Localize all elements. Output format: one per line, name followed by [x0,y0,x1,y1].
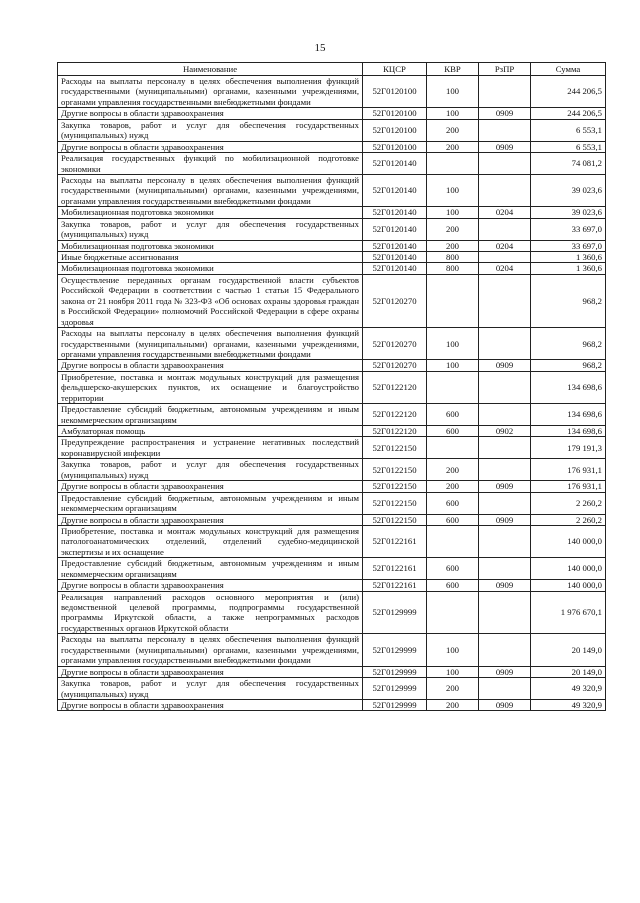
table-row [58,514,606,525]
cell-rzpr: 0909 [479,666,531,677]
cell-kvr [427,525,479,557]
cell-kcsr: 52Г0129999 [363,591,427,634]
cell-sum: 140 000,0 [531,525,606,557]
cell-rzpr [479,437,531,459]
table-row [58,426,606,437]
cell-sum: 176 931,1 [531,459,606,481]
table-row [58,240,606,251]
cell-kvr: 100 [427,76,479,108]
cell-sum: 39 023,6 [531,174,606,206]
cell-name: Другие вопросы в области здравоохранения [58,108,363,119]
cell-name: Реализация направлений расходов основного мероприятия и (или) ведомственной целевой программы, подпрограммы государственной программы Иркутской области, а также непрограммных расходов государственных органов Иркутской области [58,591,363,634]
cell-kcsr: 52Г0120270 [363,328,427,360]
cell-sum: 2 260,2 [531,514,606,525]
cell-sum: 20 149,0 [531,634,606,666]
cell-sum: 1 360,6 [531,252,606,263]
cell-kcsr: 52Г0120140 [363,174,427,206]
header-kvr: КВР [427,63,479,76]
cell-name: Мобилизационная подготовка экономики [58,263,363,274]
cell-kcsr: 52Г0122150 [363,492,427,514]
cell-sum: 74 081,2 [531,153,606,175]
cell-sum: 33 697,0 [531,218,606,240]
cell-sum: 2 260,2 [531,492,606,514]
table-row [58,591,606,634]
cell-rzpr [479,252,531,263]
cell-sum: 179 191,3 [531,437,606,459]
cell-rzpr: 0909 [479,481,531,492]
table-row [58,558,606,580]
cell-kcsr: 52Г0122150 [363,437,427,459]
cell-kcsr: 52Г0122120 [363,426,427,437]
cell-kvr: 200 [427,459,479,481]
cell-rzpr: 0204 [479,207,531,218]
cell-rzpr [479,678,531,700]
cell-sum: 1 976 670,1 [531,591,606,634]
cell-name: Другие вопросы в области здравоохранения [58,360,363,371]
cell-kcsr: 52Г0120140 [363,263,427,274]
cell-kvr: 100 [427,328,479,360]
cell-kcsr: 52Г0122120 [363,404,427,426]
cell-rzpr: 0909 [479,699,531,710]
cell-kvr: 600 [427,514,479,525]
cell-kcsr: 52Г0122150 [363,481,427,492]
cell-name: Амбулаторная помощь [58,426,363,437]
cell-rzpr: 0204 [479,263,531,274]
cell-kcsr: 52Г0122150 [363,459,427,481]
cell-kvr: 100 [427,634,479,666]
cell-kvr [427,437,479,459]
cell-name: Расходы на выплаты персоналу в целях обеспечения выполнения функций государственными (муниципальными) органами, казенными учреждениями, органами управления государственными внебюджетными фондами [58,634,363,666]
table-row [58,678,606,700]
cell-rzpr [479,119,531,141]
cell-kvr: 600 [427,580,479,591]
cell-kvr: 200 [427,240,479,251]
cell-kvr [427,371,479,403]
table-row [58,481,606,492]
cell-name: Осуществление переданных органам государственной власти субъектов Российской Федерации в соответствии с частью 1 статьи 15 Федерального закона от 21 ноября 2011 года № 323-ФЗ «Об основах охраны здоровья граждан в Российской Федерации» полномочий Российской Федерации в сфере охраны здоровья [58,274,363,327]
cell-sum: 39 023,6 [531,207,606,218]
cell-rzpr [479,525,531,557]
cell-sum: 968,2 [531,274,606,327]
cell-sum: 6 553,1 [531,141,606,152]
table-row [58,218,606,240]
cell-kcsr: 52Г0120140 [363,207,427,218]
cell-name: Закупка товаров, работ и услуг для обеспечения государственных (муниципальных) нужд [58,218,363,240]
table-row [58,459,606,481]
cell-kvr: 200 [427,218,479,240]
cell-kcsr: 52Г0122161 [363,580,427,591]
cell-rzpr [479,174,531,206]
table-row [58,119,606,141]
cell-name: Реализация государственных функций по мобилизационной подготовке экономики [58,153,363,175]
table-row [58,492,606,514]
budget-table [57,62,606,711]
cell-kcsr: 52Г0120100 [363,76,427,108]
cell-rzpr: 0204 [479,240,531,251]
table-row [58,252,606,263]
cell-kcsr: 52Г0129999 [363,699,427,710]
cell-kvr [427,153,479,175]
cell-sum: 134 698,6 [531,426,606,437]
header-sum: Сумма [531,63,606,76]
cell-kcsr: 52Г0120270 [363,274,427,327]
cell-sum: 33 697,0 [531,240,606,251]
cell-sum: 134 698,6 [531,371,606,403]
cell-name: Предоставление субсидий бюджетным, автономным учреждениям и иным некоммерческим организациям [58,558,363,580]
cell-name: Иные бюджетные ассигнования [58,252,363,263]
cell-kcsr: 52Г0120100 [363,141,427,152]
cell-sum: 140 000,0 [531,558,606,580]
table-row [58,634,606,666]
cell-sum: 176 931,1 [531,481,606,492]
cell-name: Предупреждение распространения и устранение негативных последствий коронавирусной инфекции [58,437,363,459]
cell-kvr: 200 [427,481,479,492]
cell-sum: 140 000,0 [531,580,606,591]
cell-rzpr: 0909 [479,108,531,119]
cell-kvr: 200 [427,119,479,141]
cell-rzpr [479,492,531,514]
table-row [58,207,606,218]
cell-rzpr [479,404,531,426]
cell-name: Расходы на выплаты персоналу в целях обеспечения выполнения функций государственными (муниципальными) органами, казенными учреждениями, органами управления государственными внебюджетными фондами [58,174,363,206]
cell-kvr: 100 [427,174,479,206]
cell-name: Предоставление субсидий бюджетным, автономным учреждениям и иным некоммерческим организациям [58,492,363,514]
table-row [58,580,606,591]
cell-name: Закупка товаров, работ и услуг для обеспечения государственных (муниципальных) нужд [58,678,363,700]
cell-rzpr [479,274,531,327]
cell-rzpr: 0909 [479,360,531,371]
header-kcsr: КЦСР [363,63,427,76]
cell-name: Предоставление субсидий бюджетным, автономным учреждениям и иным некоммерческим организациям [58,404,363,426]
cell-kcsr: 52Г0122161 [363,558,427,580]
cell-rzpr [479,591,531,634]
cell-kvr: 600 [427,492,479,514]
cell-kvr [427,274,479,327]
table-row [58,153,606,175]
cell-kvr: 100 [427,207,479,218]
cell-rzpr: 0909 [479,141,531,152]
table-row [58,666,606,677]
table-row [58,274,606,327]
cell-kcsr: 52Г0129999 [363,634,427,666]
cell-rzpr [479,76,531,108]
cell-sum: 244 206,5 [531,76,606,108]
cell-rzpr [479,153,531,175]
cell-name: Приобретение, поставка и монтаж модульных конструкций для размещения патологоанатомических отделений, отделений судебно-медицинской экспертизы и их оснащение [58,525,363,557]
cell-kcsr: 52Г0122161 [363,525,427,557]
cell-kcsr: 52Г0120140 [363,240,427,251]
table-row [58,108,606,119]
cell-name: Другие вопросы в области здравоохранения [58,699,363,710]
cell-kvr: 100 [427,108,479,119]
cell-name: Другие вопросы в области здравоохранения [58,481,363,492]
cell-kcsr: 52Г0129999 [363,678,427,700]
cell-name: Другие вопросы в области здравоохранения [58,141,363,152]
cell-kcsr: 52Г0120100 [363,119,427,141]
cell-sum: 49 320,9 [531,699,606,710]
table-row [58,141,606,152]
cell-kvr: 600 [427,558,479,580]
cell-rzpr [479,218,531,240]
cell-name: Закупка товаров, работ и услуг для обеспечения государственных (муниципальных) нужд [58,119,363,141]
table-body [58,76,606,711]
table-row [58,404,606,426]
cell-name: Другие вопросы в области здравоохранения [58,580,363,591]
table-row [58,263,606,274]
cell-kcsr: 52Г0120140 [363,252,427,263]
cell-sum: 20 149,0 [531,666,606,677]
cell-kvr: 800 [427,263,479,274]
cell-rzpr: 0902 [479,426,531,437]
cell-name: Мобилизационная подготовка экономики [58,207,363,218]
cell-kcsr: 52Г0120270 [363,360,427,371]
cell-kcsr: 52Г0120100 [363,108,427,119]
cell-kvr: 100 [427,360,479,371]
cell-kvr: 200 [427,699,479,710]
cell-rzpr [479,558,531,580]
cell-sum: 968,2 [531,360,606,371]
table-row [58,328,606,360]
cell-rzpr: 0909 [479,580,531,591]
cell-sum: 244 206,5 [531,108,606,119]
cell-kcsr: 52Г0129999 [363,666,427,677]
table-row [58,360,606,371]
cell-rzpr: 0909 [479,514,531,525]
table-row [58,699,606,710]
cell-kvr: 600 [427,426,479,437]
cell-kvr: 800 [427,252,479,263]
header-rzpr: РзПР [479,63,531,76]
cell-kvr [427,591,479,634]
cell-rzpr [479,371,531,403]
table-row [58,371,606,403]
table-row [58,174,606,206]
cell-sum: 134 698,6 [531,404,606,426]
table-row [58,525,606,557]
page-number: 15 [314,42,326,54]
cell-kcsr: 52Г0120140 [363,218,427,240]
cell-name: Мобилизационная подготовка экономики [58,240,363,251]
cell-name: Другие вопросы в области здравоохранения [58,666,363,677]
cell-rzpr [479,634,531,666]
cell-sum: 1 360,6 [531,263,606,274]
table-row [58,76,606,108]
cell-name: Расходы на выплаты персоналу в целях обеспечения выполнения функций государственными (муниципальными) органами, казенными учреждениями, органами управления государственными внебюджетными фондами [58,76,363,108]
cell-sum: 968,2 [531,328,606,360]
cell-kcsr: 52Г0122150 [363,514,427,525]
cell-name: Другие вопросы в области здравоохранения [58,514,363,525]
cell-sum: 6 553,1 [531,119,606,141]
cell-rzpr [479,328,531,360]
header-name: Наименование [58,63,363,76]
cell-kcsr: 52Г0120140 [363,153,427,175]
cell-kvr: 200 [427,678,479,700]
cell-name: Приобретение, поставка и монтаж модульных конструкций для размещения фельдшерско-акушерских пунктов, их оснащение и благоустройство территории [58,371,363,403]
cell-name: Расходы на выплаты персоналу в целях обеспечения выполнения функций государственными (муниципальными) органами, казенными учреждениями, органами управления государственными внебюджетными фондами [58,328,363,360]
cell-name: Закупка товаров, работ и услуг для обеспечения государственных (муниципальных) нужд [58,459,363,481]
cell-kvr: 100 [427,666,479,677]
table-row [58,437,606,459]
cell-sum: 49 320,9 [531,678,606,700]
cell-rzpr [479,459,531,481]
cell-kvr: 600 [427,404,479,426]
cell-kvr: 200 [427,141,479,152]
cell-kcsr: 52Г0122120 [363,371,427,403]
table-header [58,63,606,76]
